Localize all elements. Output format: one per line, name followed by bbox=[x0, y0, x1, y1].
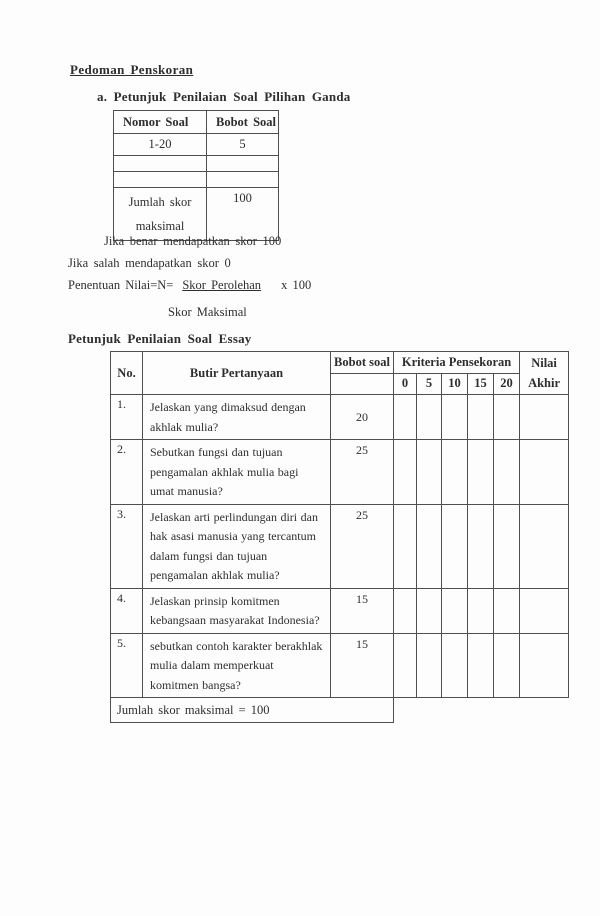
score-cell bbox=[394, 395, 417, 440]
mc-header-bobot-soal: Bobot Soal bbox=[207, 111, 279, 134]
weight-value: 15 bbox=[331, 633, 394, 698]
table-row bbox=[114, 172, 279, 188]
table-footer-row bbox=[111, 698, 569, 723]
section-a-heading: a. Petunjuk Penilaian Soal Pilihan Ganda bbox=[97, 89, 351, 104]
table-row bbox=[111, 633, 569, 698]
mc-cell-max-score: 100 bbox=[207, 188, 279, 241]
table-row bbox=[114, 134, 279, 156]
table-row bbox=[111, 395, 569, 440]
score-cell bbox=[417, 633, 442, 698]
essay-header-weight-spacer bbox=[331, 373, 394, 395]
essay-score-table bbox=[110, 351, 569, 723]
formula-prefix: Penentuan Nilai=N= bbox=[68, 278, 174, 292]
row-number: 4. bbox=[111, 588, 143, 633]
footer-spacer bbox=[394, 698, 569, 723]
mc-cell-bobot: 5 bbox=[207, 134, 279, 156]
final-grade-cell bbox=[520, 440, 569, 505]
score-cell bbox=[442, 633, 468, 698]
essay-header-weight: Bobot soal bbox=[331, 352, 394, 374]
score-cell bbox=[417, 504, 442, 588]
criteria-value-20: 20 bbox=[494, 373, 520, 395]
score-cell bbox=[494, 588, 520, 633]
question-text: Jelaskan arti perlindungan diri dan hak asasi manusia yang tercantum dalam fungsi dan tujuan pengamalan akhlak mulia? bbox=[143, 504, 331, 588]
final-grade-cell bbox=[520, 395, 569, 440]
score-cell bbox=[394, 440, 417, 505]
score-cell bbox=[394, 588, 417, 633]
note-skor-benar: Jika benar mendapatkan skor 100 bbox=[104, 234, 282, 248]
score-cell bbox=[417, 588, 442, 633]
final-grade-cell bbox=[520, 504, 569, 588]
question-text: Jelaskan yang dimaksud dengan akhlak mulia? bbox=[143, 395, 331, 440]
weight-value: 25 bbox=[331, 504, 394, 588]
score-formula bbox=[68, 278, 311, 293]
table-row bbox=[111, 440, 569, 505]
final-grade-cell bbox=[520, 633, 569, 698]
score-cell bbox=[417, 395, 442, 440]
essay-header-question: Butir Pertanyaan bbox=[143, 352, 331, 395]
weight-value: 25 bbox=[331, 440, 394, 505]
score-cell bbox=[394, 633, 417, 698]
question-text: Sebutkan fungsi dan tujuan pengamalan akhlak mulia bagi umat manusia? bbox=[143, 440, 331, 505]
score-cell bbox=[468, 440, 494, 505]
formula-multiplier: x 100 bbox=[281, 278, 312, 292]
mc-cell-jumlah-skor: Jumlah skor maksimal bbox=[114, 188, 207, 241]
score-cell bbox=[468, 633, 494, 698]
score-cell bbox=[442, 504, 468, 588]
row-number: 5. bbox=[111, 633, 143, 698]
table-row bbox=[111, 504, 569, 588]
criteria-value-0: 0 bbox=[394, 373, 417, 395]
row-number: 3. bbox=[111, 504, 143, 588]
essay-section-heading: Petunjuk Penilaian Soal Essay bbox=[68, 331, 252, 346]
score-cell bbox=[417, 440, 442, 505]
mc-cell-nomor: 1-20 bbox=[114, 134, 207, 156]
criteria-value-15: 15 bbox=[468, 373, 494, 395]
score-cell bbox=[494, 395, 520, 440]
score-cell bbox=[494, 633, 520, 698]
essay-header-no: No. bbox=[111, 352, 143, 395]
score-cell bbox=[494, 504, 520, 588]
table-row bbox=[111, 588, 569, 633]
note-skor-salah: Jika salah mendapatkan skor 0 bbox=[68, 256, 231, 270]
essay-header-criteria: Kriteria Pensekoran bbox=[394, 352, 520, 374]
mc-cell-nomor bbox=[114, 156, 207, 172]
row-number: 1. bbox=[111, 395, 143, 440]
formula-numerator: Skor Perolehan bbox=[182, 278, 262, 292]
total-max-score: Jumlah skor maksimal = 100 bbox=[111, 698, 394, 723]
score-cell bbox=[494, 440, 520, 505]
score-cell bbox=[394, 504, 417, 588]
mc-cell-nomor bbox=[114, 172, 207, 188]
formula-denominator: Skor Maksimal bbox=[168, 305, 247, 319]
mc-cell-bobot bbox=[207, 156, 279, 172]
weight-value: 20 bbox=[331, 395, 394, 440]
score-cell bbox=[442, 440, 468, 505]
criteria-value-5: 5 bbox=[417, 373, 442, 395]
table-row bbox=[114, 188, 279, 241]
row-number: 2. bbox=[111, 440, 143, 505]
question-text: Jelaskan prinsip komitmen kebangsaan masyarakat Indonesia? bbox=[143, 588, 331, 633]
score-cell bbox=[442, 395, 468, 440]
table-row bbox=[114, 156, 279, 172]
final-grade-cell bbox=[520, 588, 569, 633]
score-cell bbox=[442, 588, 468, 633]
essay-header-final-grade: Nilai Akhir bbox=[520, 352, 569, 395]
multiple-choice-score-table bbox=[113, 110, 279, 241]
score-cell bbox=[468, 504, 494, 588]
weight-value: 15 bbox=[331, 588, 394, 633]
score-cell bbox=[468, 395, 494, 440]
score-cell bbox=[468, 588, 494, 633]
mc-cell-bobot bbox=[207, 172, 279, 188]
mc-header-nomor-soal: Nomor Soal bbox=[114, 111, 207, 134]
page-title: Pedoman Penskoran bbox=[70, 62, 194, 77]
criteria-value-10: 10 bbox=[442, 373, 468, 395]
question-text: sebutkan contoh karakter berakhlak mulia dalam memperkuat komitmen bangsa? bbox=[143, 633, 331, 698]
